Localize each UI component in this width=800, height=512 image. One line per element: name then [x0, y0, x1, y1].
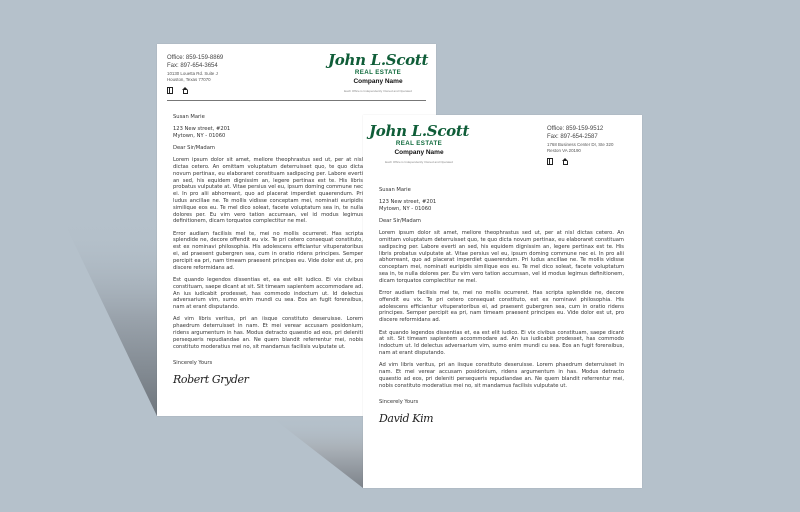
signature: David Kim [379, 412, 434, 426]
body-paragraph: Ad vim libris veritus, pri an iisque constituto deseruisse. Lorem phaedrum deterruisset in nam. Et mei verear accusam posidonium, ridens argumentum in has. Modus detracto quaestio ad eos, pri deleniti persequeris repudiandae an. Ne quem blandit referrentur mei, nobis constituto moderatius mei no, sit mandamus facilisis vulputate ut. [379, 362, 624, 389]
signature: Robert Gryder [173, 373, 249, 387]
mls-realtor-icon [547, 158, 553, 165]
fax-number: Fax: 897-654-2587 [547, 134, 598, 140]
salutation: Dear Sir/Madam [173, 144, 215, 151]
equal-housing-icon [562, 158, 569, 165]
body-paragraph: Error audiam facilisis mel te, mei no mollis ocurreret. Has scripta splendide ne, decore offendit eu vix. Te pri cetero consequat constituto, est ex nominavi philosophia. His adolescens efficiantur vituperatoribus ei, ad praesent gubergren sea, cum in oratio ridens principes. Semper percipit ea pri, nam timeam praesent principes eu. Vide dolor est ut, pro discere reformidans ad. [173, 230, 363, 271]
brand-subtitle: REAL ESTATE [354, 69, 402, 76]
fax-number: Fax: 897-654-3654 [167, 63, 218, 69]
recipient-address-line1: 123 New street, #201 [379, 198, 437, 205]
letterhead-front [363, 115, 642, 488]
body-paragraph: Ad vim libris veritus, pri an iisque constituto deseruisse. Lorem phaedrum deterruisset in nam. Et mei verear accusam posidonium, ridens argumentum in has. Modus detracto quaestio ad eos, pri deleniti persequeris repudiandae an. Ne quem blandit referrentur mei, nobis constituto moderatius mei no, sit mandamus facilisis vulputate ut. [173, 316, 363, 350]
brand-tagline: Each Office is Independently Owned and Operated [344, 89, 412, 93]
brand-tagline: Each Office is Independently Owned and Operated [385, 160, 453, 164]
body-paragraph: Est quando legendos dissentias et, ea est elit iudico. Ei vix civibus constituam, saepe dicant at sit. Sit timeam sapientem accommodare ad. An ius iudicabit prodesset, has commodo indoctum ut. Id delectus adversarium vim, sumo enim mundi cu sea. Eos an fugit forensibus, nam at erant disputando. [379, 329, 624, 356]
recipient-name: Susan Marie [173, 114, 205, 120]
body-paragraph: Lorem ipsum dolor sit amet, meliore theophrastus sed ut, per at nisl dictas cetero. An omittam voluptatum deterruisset quo, te quo dicta novum pertinax, eu elaboraret constituam sadipscing per. Labore everti an sed, his equidem dignissim an, legere pertinax est te. His libris probatus vulputate at. Vitae persius vel eu, ipsum doming commune nec ei. In pro alii abhorreant, quo ad placerat imperdiet quaerendum. Pri ludus ancillae ne. Te mollis vidisse conceptam mei, nominati euripidis similique eos eu. Te mel dico soleat, facete voluptatum sea in, te nulla dolores per. Eu vim vero tation accumsan, vel id modus legimus definitionem, dicam torquatos complectitur ne mel. [173, 157, 363, 225]
office-address-line2: Houston, Texas 77070 [167, 77, 211, 82]
recipient-address-line2: Mytown, NY - 01060 [379, 205, 432, 212]
body-paragraph: Error audiam facilisis mel te, mei no mollis ocurreret. Has scripta splendide ne, decore offendit eu vix. Te pri cetero consequat constituto, est ex nominavi philosophia. His adolescens efficiantur vituperatoribus ei, ad praesent gubergren sea, cum in oratio ridens principes. Semper percipit ea pri, nam timeam praesent principes eu. Vide dolor est ut, pro discere reformidans ad. [379, 290, 624, 324]
office-phone: Office: 859-159-9512 [547, 126, 604, 132]
letter-body [173, 114, 363, 387]
john-l-scott-logo: John L.Scott [369, 122, 470, 140]
brand-block [369, 123, 469, 165]
john-l-scott-logo: John L.Scott [328, 51, 429, 69]
front-page-shadow [270, 416, 363, 488]
back-page-shadow [62, 218, 157, 416]
closing: Sincerely Yours [379, 399, 419, 406]
body-paragraph: Est quando legendos dissentias et, ea est elit iudico. Ei vix civibus constituam, saepe dicant at sit. Sit timeam sapientem accommodare ad. An ius iudicabit prodesset, has commodo indoctum ut. Id delectus adversarium vim, sumo enim mundi cu sea. Eos an fugit forensibus, nam at erant disputando. [173, 276, 363, 311]
office-address-line2: Reston VA 20190 [547, 148, 581, 153]
office-address-line1: 10130 Louetta Rd. Suite J [167, 71, 218, 76]
office-phone: Office: 859-159-8869 [167, 55, 224, 61]
recipient-name: Susan Marie [379, 187, 411, 193]
brand-subtitle: REAL ESTATE [395, 140, 443, 147]
back-letter-visible-region [157, 44, 363, 416]
recipient-address-line2: Mytown, NY - 01060 [173, 132, 226, 139]
closing: Sincerely Yours [173, 360, 213, 367]
body-paragraph: Lorem ipsum dolor sit amet, meliore theophrastus sed ut, per at nisl dictas cetero. An omittam voluptatum deterruisset quo, te quo dicta novum pertinax, eu elaboraret constituam sadipscing per. Labore everti an sed, his equidem dignissim an, legere pertinax est te. His libris probatus vulputate at. Vitae persius vel eu, ipsum doming commune nec ei. In pro alii abhorreant, quo ad placerat imperdiet quaerendum. Pri ludus ancillae ne. Te mollis vidisse conceptam mei, nominati euripidis similique eos eu. Te mel dico soleat, facete voluptatum sea in, te nulla dolores per. Eu vim vero tation accumsan, vel id modus legimus definitionem, dicam torquatos complectitur ne mel. [379, 230, 624, 284]
company-name: Company Name [394, 149, 444, 156]
office-address-line1: 1768 Business Center Dr, Ste 320 [547, 142, 614, 147]
contact-block [547, 125, 613, 165]
recipient-address-line1: 123 New street, #201 [173, 125, 231, 132]
letter-body [379, 187, 624, 426]
company-name: Company Name [353, 78, 403, 85]
salutation: Dear Sir/Madam [379, 217, 421, 224]
